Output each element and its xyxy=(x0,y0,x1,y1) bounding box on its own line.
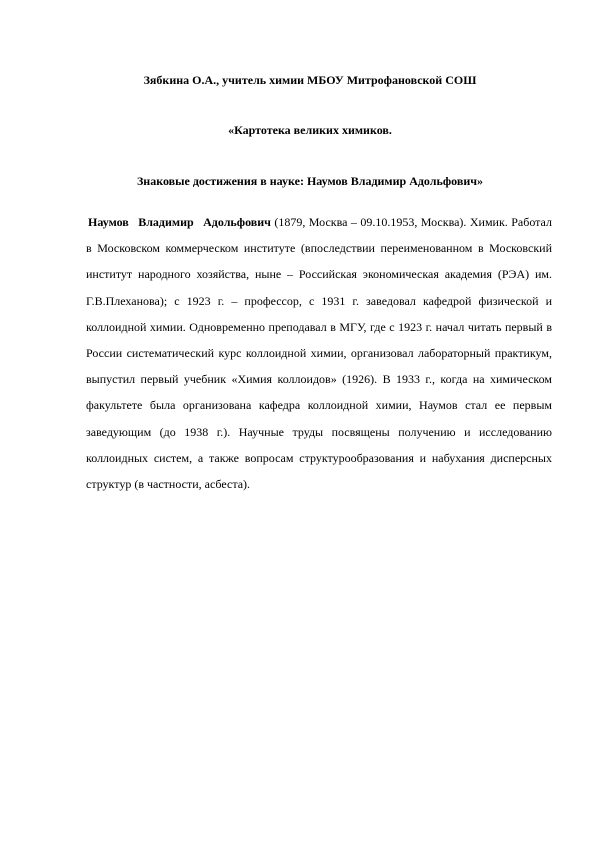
biography-text: (1879, Москва – 09.10.1953, Москва). Химик. Работал в Московском коммерческом институте (впоследствии переименованном в Московский институт народного хозяйства, ныне – Российская экономическая академия (РЭА) им. Г.В.Плеханова); с 1923 г. – профессор, с 1931 г. заведовал кафедрой физической и коллоидной химии. Одновременно преподавал в МГУ, где с 1923 г. начал читать первый в России систематический курс коллоидной химии, организовал лабораторный практикум, выпустил первый учебник «Химия коллоидов» (1926). В 1933 г., когда на химическом факультете была организована кафедра коллоидной химии, Наумов стал ее первым заведующим (до 1938 г.). Научные труды посвящены получению и исследованию коллоидных систем, а также вопросам структурообразования и набухания дисперсных структур (в частности, асбеста). xyxy=(86,215,552,492)
author-line: Зябкина О.А., учитель химии МБОУ Митрофановской СОШ xyxy=(143,73,477,87)
biography-name: Наумов Владимир Адольфович xyxy=(88,215,271,229)
topic-title: Знаковые достижения в науке: Наумов Владимир Адольфович» xyxy=(136,174,484,188)
biography-paragraph xyxy=(86,209,552,497)
series-title: «Картотека великих химиков. xyxy=(228,123,392,137)
